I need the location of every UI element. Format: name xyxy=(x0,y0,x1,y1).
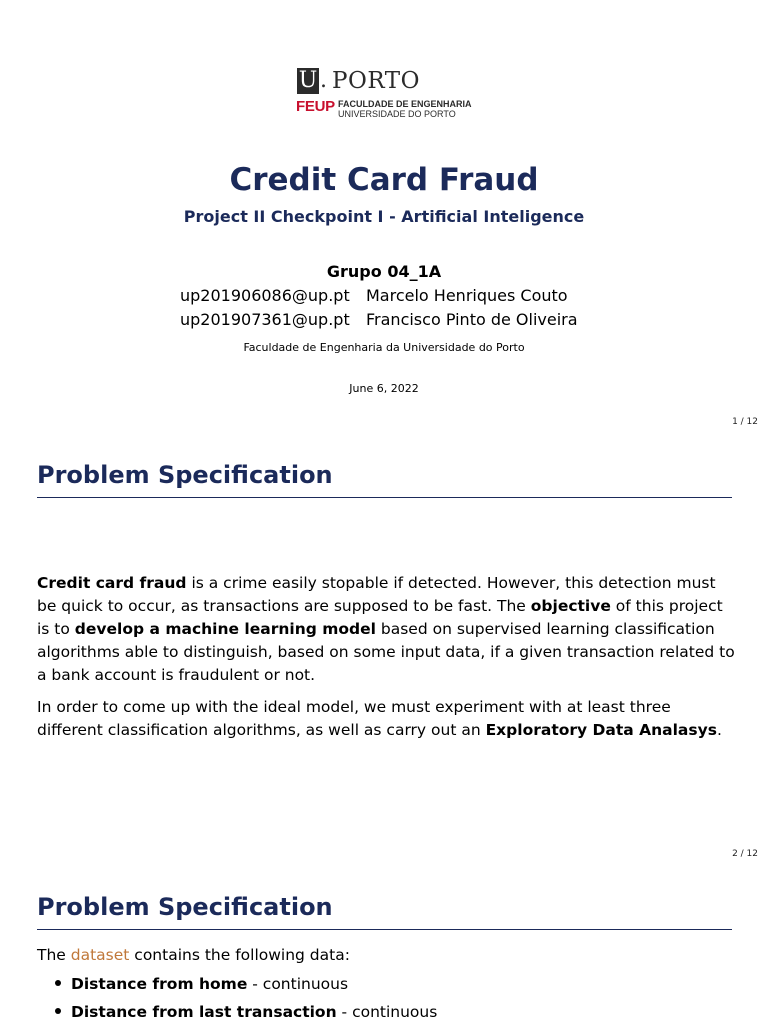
intro-paragraph xyxy=(37,572,737,687)
logo-dot: . xyxy=(320,68,327,93)
bold-term: Credit card fraud xyxy=(37,574,187,592)
presentation-date: June 6, 2022 xyxy=(349,382,419,395)
page-number: 2 / 12 xyxy=(732,849,758,859)
logo-faculty-line1: FACULDADE DE ENGENHARIA xyxy=(338,99,472,109)
feature-list xyxy=(55,970,437,1026)
presentation-subtitle: Project II Checkpoint I - Artificial Inteligence xyxy=(183,207,585,226)
title-divider xyxy=(37,497,732,498)
author-email: up201907361@up.pt xyxy=(180,310,350,329)
author-row xyxy=(180,308,578,332)
feature-name: Distance from last transaction xyxy=(71,1003,337,1021)
title-divider xyxy=(37,929,732,930)
frame-title: Problem Specification xyxy=(37,893,333,921)
dataset-link[interactable]: dataset xyxy=(70,946,130,964)
method-paragraph xyxy=(37,696,737,742)
group-name: Grupo 04_1A xyxy=(326,262,442,281)
presentation-title: Credit Card Fraud xyxy=(229,162,539,198)
institution: Faculdade de Engenharia da Universidade do Porto xyxy=(243,341,525,354)
dataset-intro xyxy=(37,944,737,967)
text-run: of this project is to xyxy=(37,597,723,638)
list-item xyxy=(55,970,437,998)
author-name: Francisco Pinto de Oliveira xyxy=(366,310,578,329)
author-email: up201906086@up.pt xyxy=(180,286,350,305)
text-run: . xyxy=(716,721,722,739)
feature-name: Distance from home xyxy=(71,975,248,993)
author-list xyxy=(180,284,578,332)
logo-faculty-line2: UNIVERSIDADE DO PORTO xyxy=(338,109,456,119)
text-run: based on supervised learning classification algorithms able to distinguish, based on some input data, if a given transaction related to a bank account is fraudulent or not. xyxy=(37,620,735,684)
text-run: In order to come up with the ideal model, we must experiment with at least three different classification algorithms, as well as carry out an xyxy=(37,698,671,739)
author-name: Marcelo Henriques Couto xyxy=(366,286,568,305)
text-run: is a crime easily stopable if detected. However, this detection must be quick to occur, as transactions are supposed to be fast. The xyxy=(37,574,716,615)
feature-type: - continuous xyxy=(336,1003,438,1021)
uporto-feup-logo xyxy=(296,67,480,125)
text-run: The xyxy=(37,946,71,964)
problem-spec-slide-1 xyxy=(0,432,768,864)
logo-feup: FEUP xyxy=(296,98,335,115)
frame-title: Problem Specification xyxy=(37,461,333,489)
text-run: contains the following data: xyxy=(129,946,350,964)
bullet-icon xyxy=(55,980,61,986)
logo-u-letter: U xyxy=(298,68,318,93)
bold-term: objective xyxy=(530,597,611,615)
bold-term: Exploratory Data Analasys xyxy=(485,721,717,739)
logo-porto: PORTO xyxy=(332,68,420,94)
page-number: 1 / 12 xyxy=(732,417,758,427)
feature-type: - continuous xyxy=(247,975,349,993)
author-row xyxy=(180,284,578,308)
title-slide xyxy=(0,0,768,432)
bold-term: develop a machine learning model xyxy=(74,620,376,638)
problem-spec-slide-2 xyxy=(0,864,768,1024)
list-item xyxy=(55,998,437,1026)
bullet-icon xyxy=(55,1008,61,1014)
